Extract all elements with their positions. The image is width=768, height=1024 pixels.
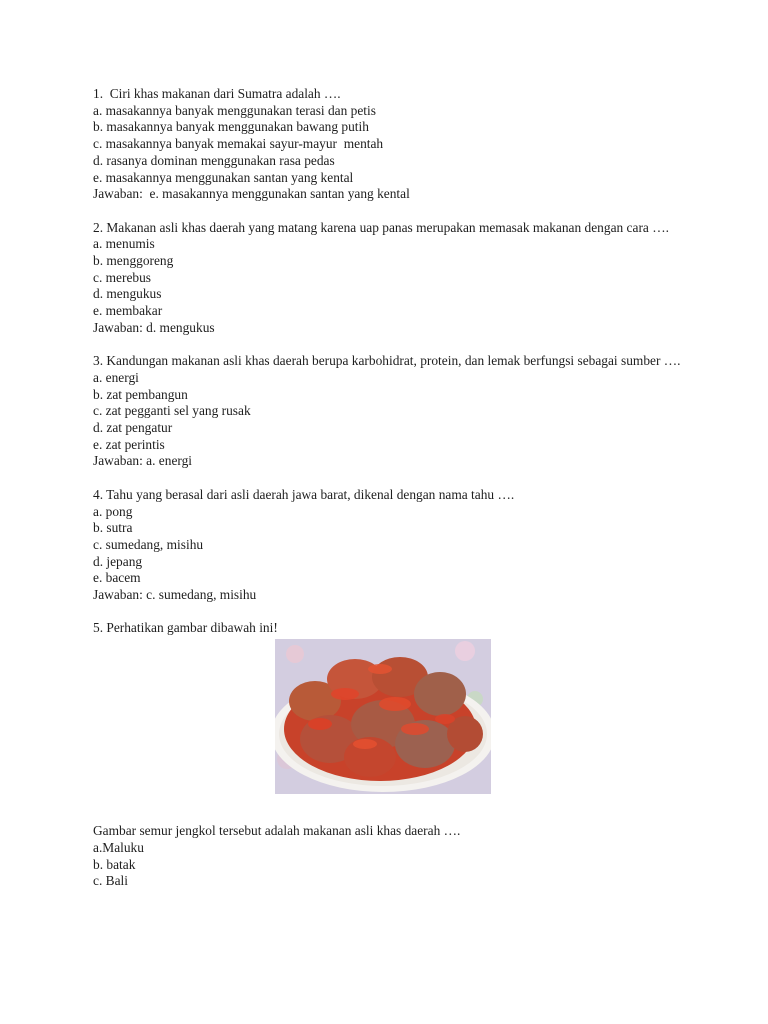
question-5 <box>93 620 693 890</box>
question-1 <box>93 86 693 203</box>
answer: Jawaban: c. sumedang, misihu <box>93 587 257 603</box>
option: d. rasanya dominan menggunakan rasa pedas <box>93 152 335 168</box>
option: e. membakar <box>93 303 163 319</box>
document-page <box>93 86 693 890</box>
option: a. energi <box>93 369 139 385</box>
option: b. masakannya banyak menggunakan bawang putih <box>93 119 369 135</box>
answer: Jawaban: e. masakannya menggunakan santan yang kental <box>93 186 410 202</box>
option: a. pong <box>93 503 133 519</box>
question-stem: 2. Makanan asli khas daerah yang matang karena uap panas merupakan memasak makanan dengan cara …. <box>93 219 669 235</box>
option: b. batak <box>93 856 136 872</box>
option: c. zat pegganti sel yang rusak <box>93 403 251 419</box>
question-stem: 3. Kandungan makanan asli khas daerah berupa karbohidrat, protein, dan lemak berfungsi sebagai sumber …. <box>93 353 681 369</box>
option: a. menumis <box>93 236 155 252</box>
option: d. mengukus <box>93 286 162 302</box>
option: a. masakannya banyak menggunakan terasi dan petis <box>93 102 376 118</box>
option: a.Maluku <box>93 839 144 855</box>
option: b. zat pembangun <box>93 386 188 402</box>
option: d. jepang <box>93 553 143 569</box>
answer: Jawaban: d. mengukus <box>93 319 215 335</box>
option: d. zat pengatur <box>93 420 173 436</box>
answer: Jawaban: a. energi <box>93 453 193 469</box>
semur-jengkol-photo <box>275 639 491 794</box>
option: c. merebus <box>93 269 152 285</box>
option: e. masakannya menggunakan santan yang kental <box>93 169 354 185</box>
question-stem: 5. Perhatikan gambar dibawah ini! <box>93 620 278 636</box>
question-text: Gambar semur jengkol tersebut adalah makanan asli khas daerah …. <box>93 823 461 839</box>
option: c. Bali <box>93 873 128 889</box>
option: e. bacem <box>93 570 141 586</box>
option: e. zat perintis <box>93 436 165 452</box>
photo-container <box>93 639 693 823</box>
option: c. masakannya banyak memakai sayur-mayur mentah <box>93 136 384 152</box>
question-2 <box>93 220 693 337</box>
option: b. sutra <box>93 520 133 536</box>
question-stem: 4. Tahu yang berasal dari asli daerah jawa barat, dikenal dengan nama tahu …. <box>93 486 515 502</box>
option: c. sumedang, misihu <box>93 536 204 552</box>
question-4 <box>93 487 693 604</box>
option: b. menggoreng <box>93 253 174 269</box>
question-3 <box>93 353 693 470</box>
question-stem: 1. Ciri khas makanan dari Sumatra adalah …. <box>93 86 341 101</box>
